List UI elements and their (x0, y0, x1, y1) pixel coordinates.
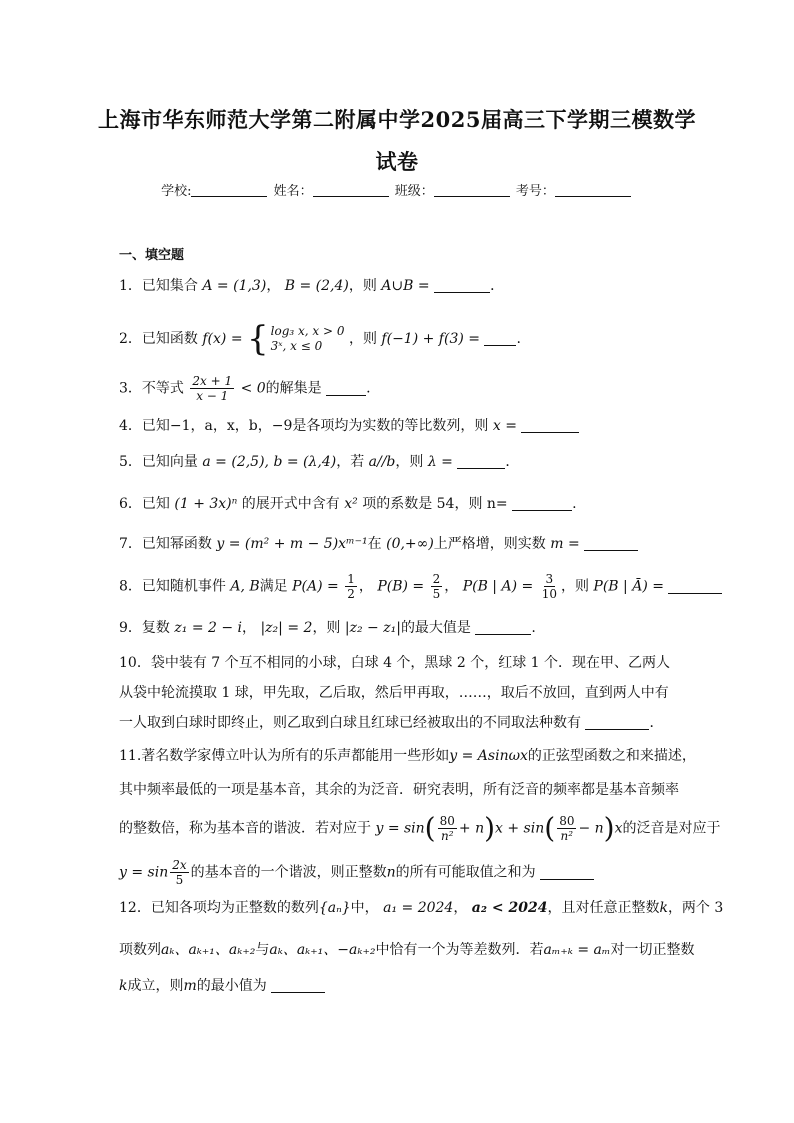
q2-end: . (516, 331, 521, 347)
q6-term: x² (344, 496, 358, 512)
question-9: 9．复数 z₁ = 2 − i， |z₂| = 2，则 |z₂ − z₁|的最大值是 . (119, 620, 536, 636)
q8-pb-num: 2 (432, 572, 441, 586)
q9-z2: |z₂| = 2 (260, 620, 313, 636)
left-brace-icon: { (247, 319, 269, 359)
q12-answer-blank[interactable] (271, 978, 325, 993)
q8-pa-num: 1 (347, 572, 355, 586)
section-heading: 一、填空题 (119, 248, 185, 263)
q8-mid: 满足 (259, 578, 288, 595)
q3-fraction (190, 374, 234, 403)
q11-line4-text: 的基本音的一个谐波，则正整数 (190, 864, 387, 881)
q1-set-a: A = (1,3) (202, 278, 267, 294)
q5-post: ，则 (395, 454, 424, 470)
question-5 (119, 452, 679, 472)
q12-line1-mid: 中， (350, 900, 379, 916)
question-8: 8．已知随机事件 A, B满足 P(A) = $\frac{1}{2}$ ， P(B) = $\frac{2}{5}$ ， P(B | A) = $\frac{3}{10}$ ，则 P(B | Ā) = (119, 572, 679, 601)
question-3 (119, 374, 679, 403)
q8-pba-den: 10 (541, 587, 557, 601)
left-paren-icon: ( (544, 811, 556, 845)
q3-post: 的解集是 (265, 380, 322, 397)
q8-answer-blank[interactable] (668, 579, 722, 594)
q8-pba-num: 3 (545, 572, 554, 586)
q4-text: 4．已知−1，a，x，b，−9是各项均为实数的等比数列，则 (119, 418, 489, 434)
q11-frac1-den: n² (440, 829, 454, 843)
q12-a1: a₁ = 2024 (383, 900, 454, 916)
q7-text: 7．已知幂函数 (119, 536, 212, 552)
q6-text: 6．已知 (119, 496, 170, 512)
q2-expr: f(−1) + f(3) = (381, 331, 480, 347)
q11-frac2 (557, 814, 576, 843)
q12-line3-m: m (183, 978, 197, 994)
q11-frac2-num: 80 (559, 814, 575, 828)
exam-title-line2: 试卷 (375, 149, 419, 174)
q11-base-num: 2x (172, 858, 187, 872)
q1-expr: A∪B = (381, 278, 430, 294)
q11-line3-post: 的泛音是对应于 (622, 820, 721, 837)
q11-plus-n: + n (458, 820, 485, 837)
q10-answer-blank[interactable] (585, 715, 649, 730)
question-6 (119, 494, 679, 514)
q10-end: ． (649, 715, 664, 731)
q5-expr: λ = (427, 454, 453, 470)
question-11-line3 (119, 811, 721, 845)
q9-answer-blank[interactable] (475, 620, 531, 635)
q8-post: ，则 (560, 578, 589, 595)
q6-mid: 的展开式中含有 (241, 496, 340, 512)
q2-case1: log₃ x, x > 0 (270, 324, 345, 338)
q12-seq-b: aₖ、aₖ₊₁、−aₖ₊₂ (269, 942, 376, 958)
q3-end: . (366, 380, 371, 397)
q7-var: m = (550, 536, 580, 552)
q11-line1-text: 11.著名数学家傅立叶认为所有的乐声都能用一些形如 (119, 748, 450, 764)
q1-end: ． (490, 278, 505, 294)
question-12-line2 (119, 940, 695, 960)
q6-expr: (1 + 3x)ⁿ (174, 496, 238, 512)
class-field[interactable] (434, 184, 510, 197)
q12-line1-post: ，且对任意正整数 (547, 900, 660, 916)
q10-text: 10．袋中装有 7 个互不相同的小球，白球 4 个，黑球 2 个，红球 1 个．现在甲、乙两人从袋中轮流摸取 1 球，甲先取，乙后取，然后甲再取，……，取后不放回，直到两人中有一人取到白球时即终止，则乙取到白球且红球已经被取出的不同取法种数有 (119, 655, 671, 731)
q12-line1-end: ，两个 3 (667, 900, 724, 916)
q9-text: 9．复数 (119, 620, 170, 636)
question-2 (119, 319, 679, 359)
question-12-line1: 12．已知各项均为正整数的数列{aₙ}中， a₁ = 2024， a₂ < 2024，且对任意正整数k，两个 3 (119, 900, 724, 916)
q11-x-plus-sin: x + sin (495, 820, 545, 837)
q5-vectors: a = (2,5), b = (λ,4) (202, 454, 337, 470)
q7-answer-blank[interactable] (584, 536, 638, 551)
q11-line3-text: 的整数倍，称为基本音的谐波．若对应于 (119, 820, 371, 837)
q11-base-frac (170, 858, 188, 887)
q12-line3-k: k (119, 978, 128, 994)
q12-line1-text: 12．已知各项均为正整数的数列 (119, 900, 319, 916)
q3-answer-blank[interactable] (326, 381, 366, 396)
q12-line3-text: 成立，则 (127, 978, 184, 994)
q9-post: 的最大值是 (400, 620, 471, 636)
q8-pba: P(B | A) = (462, 578, 534, 595)
q12-line2-end: 对一切正整数 (610, 942, 695, 958)
q4-answer-blank[interactable] (521, 418, 579, 433)
q2-piecewise (247, 319, 345, 359)
q11-base-den: 5 (175, 873, 184, 887)
question-11-line1 (119, 746, 696, 766)
q4-expr: x = (492, 418, 517, 434)
q8-text: 8．已知随机事件 (119, 578, 226, 595)
q1-answer-blank[interactable] (434, 278, 490, 293)
q5-answer-blank[interactable] (457, 454, 505, 469)
q5-end: ． (505, 454, 520, 470)
q6-post: 项的系数是 54，则 n= (362, 496, 508, 512)
q7-mid: 在 (367, 536, 382, 552)
q11-line1-post: 的正弦型函数之和来描述， (527, 748, 696, 764)
q11-base-y-sin: y = sin (119, 864, 169, 881)
q9-end: . (531, 620, 536, 636)
q5-text: 5．已知向量 (119, 454, 198, 470)
q11-y-sin: y = sin (375, 820, 425, 837)
question-1: 1．已知集合 A = (1,3)， B = (2,4)，则 A∪B = ． (119, 278, 505, 294)
q5-mid: ，若 (336, 454, 365, 470)
q8-pba-fraction (540, 572, 559, 601)
q8-pb-den: 5 (432, 587, 441, 601)
q1-text: 1．已知集合 (119, 278, 198, 294)
q12-seq-a: aₖ、aₖ₊₁、aₖ₊₂ (161, 942, 256, 958)
q11-frac2-den: n² (560, 829, 574, 843)
q5-condition: a//b (368, 454, 396, 470)
q11-frac1 (438, 814, 457, 843)
number-label: 考号： (515, 184, 555, 199)
q3-numerator: 2x + 1 (192, 374, 233, 388)
q11-wave-formula: y = Asinωx (449, 748, 528, 764)
q6-answer-blank[interactable] (512, 496, 572, 511)
right-paren-icon: ) (603, 811, 615, 845)
number-field[interactable] (555, 184, 631, 197)
q2-mid: ，则 (348, 331, 377, 347)
q1-set-b: B = (2,4) (284, 278, 349, 294)
question-11-line4 (119, 858, 679, 887)
question-10 (119, 648, 679, 738)
q8-pb: P(B) = (377, 578, 425, 595)
q12-line2-mid: 与 (255, 942, 270, 958)
name-field[interactable] (313, 184, 389, 197)
q9-expr: |z₂ − z₁| (344, 620, 401, 636)
q9-mid: ，则 (312, 620, 341, 636)
name-label: 姓名： (273, 184, 313, 199)
q8-pa-fraction (345, 572, 357, 601)
q11-x: x (614, 820, 623, 837)
left-paren-icon: ( (424, 811, 436, 845)
q7-expr: y = (m² + m − 5)xᵐ⁻¹ (216, 536, 368, 552)
q11-answer-blank[interactable] (540, 865, 594, 880)
school-label: 学校: (161, 184, 192, 199)
q12-cond: aₘ₊ₖ = aₘ (543, 942, 611, 958)
class-label: 班级： (394, 184, 434, 199)
q9-z1: z₁ = 2 − i (174, 620, 243, 636)
q11-line4-end: 的所有可能取值之和为 (395, 864, 536, 881)
q12-line2-text: 项数列 (119, 942, 161, 958)
q6-end: . (572, 496, 577, 512)
right-paren-icon: ) (484, 811, 496, 845)
question-7 (119, 534, 679, 554)
q3-denominator: x − 1 (196, 389, 229, 403)
q8-pa-den: 2 (347, 587, 355, 601)
question-11-line2 (119, 780, 679, 800)
q2-fx: f(x) = (202, 331, 243, 347)
school-field[interactable] (191, 184, 267, 197)
student-info-row (0, 180, 794, 199)
q2-text: 2．已知函数 (119, 331, 198, 347)
q12-line2-post: 中恰有一个为等差数列．若 (375, 942, 544, 958)
question-12-line3 (119, 976, 679, 996)
q2-case2: 3ˣ, x ≤ 0 (270, 339, 323, 353)
q12-seq: {aₙ} (318, 900, 351, 916)
q11-frac1-num: 80 (439, 814, 455, 828)
q3-relation: < 0 (240, 380, 266, 397)
q7-post: 上严格增，则实数 (433, 536, 546, 552)
q1-mid: ，则 (348, 278, 377, 294)
question-4 (119, 416, 679, 436)
q12-a2: a₂ < 2024 (471, 900, 548, 916)
q3-text: 3．不等式 (119, 380, 184, 397)
q8-pb-fraction (431, 572, 443, 601)
exam-title-line1: 上海市华东师范大学第二附属中学2025届高三下学期三模数学 (98, 107, 696, 132)
q8-expr: P(B | Ā) = (593, 578, 664, 595)
q11-minus-n: − n (578, 820, 604, 837)
q11-n: n (386, 864, 396, 881)
q8-pa: P(A) = (292, 578, 339, 595)
q12-line3-post: 的最小值为 (196, 978, 267, 994)
q8-events: A, B (230, 578, 260, 595)
q11-line2-text: 其中频率最低的一项是基本音，其余的为泛音．研究表明，所有泛音的频率都是基本音频率 (119, 782, 679, 798)
q7-interval: (0,+∞) (386, 536, 434, 552)
q2-answer-blank[interactable] (484, 331, 516, 346)
q12-k: k (659, 900, 668, 916)
